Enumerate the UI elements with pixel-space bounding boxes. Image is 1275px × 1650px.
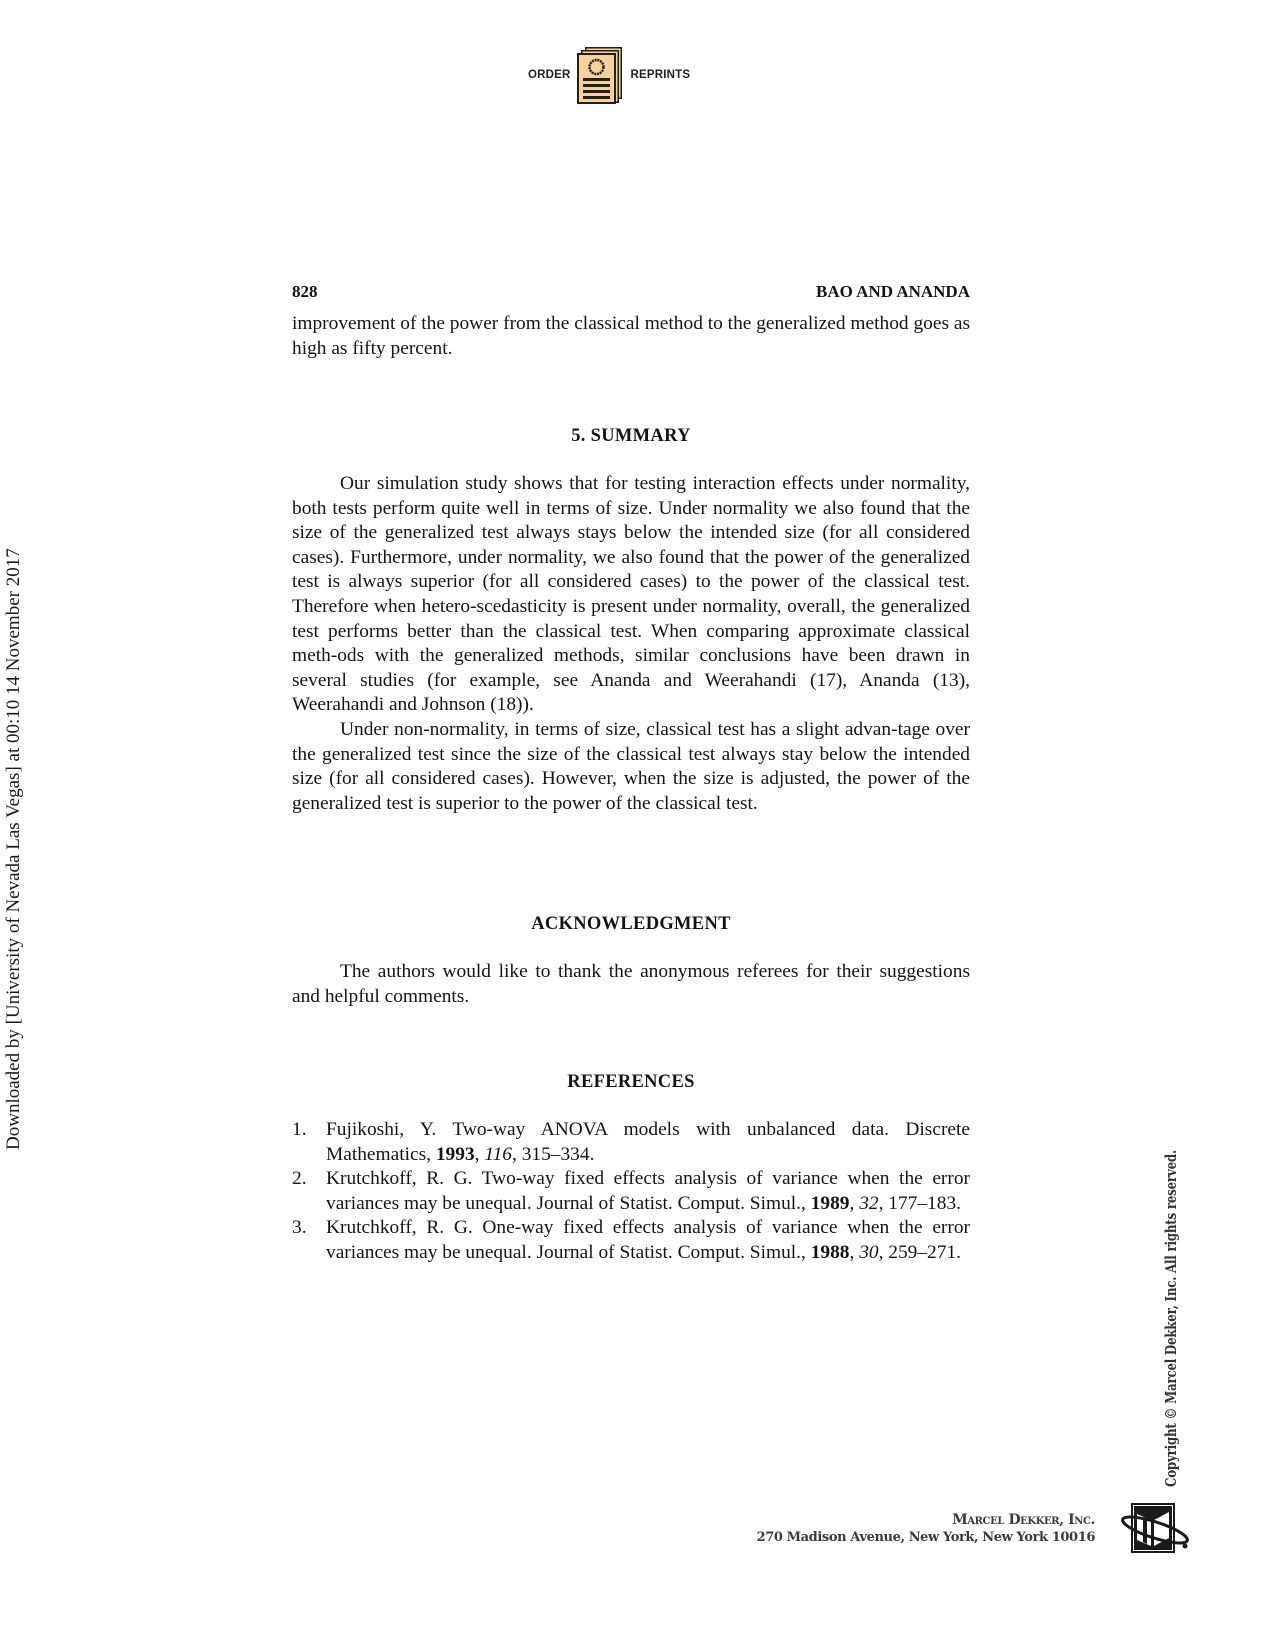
reference-text: Fujikoshi, Y. Two-way ANOVA models with unbalanced data. Discrete Mathematics, [326, 1119, 970, 1165]
acknowledgment-text: The authors would like to thank the anonymous referees for their suggestions and helpful comments. [292, 961, 970, 1007]
references-section [292, 1118, 970, 1266]
reference-volume: 116 [484, 1143, 512, 1165]
order-label: ORDER [528, 69, 571, 81]
reference-year: 1988 [810, 1241, 850, 1263]
references-heading: REFERENCES [567, 1072, 695, 1092]
download-notice: Downloaded by [University of Nevada Las Vegas] at 00:10 14 November 2017 [3, 548, 24, 1150]
running-head-authors: BAO AND ANANDA [816, 282, 970, 301]
acknowledgment-section [292, 960, 970, 1009]
order-reprints-button[interactable] [528, 44, 698, 106]
reference-item: 3. Krutchkoff, R. G. One-way fixed effects analysis of variance when the error variances may be unequal. Journal of Statist. Comput. Simul., 1988, 30, 259–271. [292, 1217, 970, 1263]
reference-text: Krutchkoff, R. G. One-way fixed effects analysis of variance when the error variances may be unequal. Journal of Statist. Comput. Simul., [326, 1217, 970, 1263]
reference-year: 1989 [810, 1192, 850, 1214]
summary-paragraph-1: Our simulation study shows that for testing interaction effects under normality, both tests perform quite well in terms of size. Under normality we also found that the size of the generalized test always stays below the intended size (for all considered cases). Furthermore, under normality, we also found that the power of the generalized test is always superior (for all considered cases) to the power of the classical test. Therefore when hetero-scedasticity is present under normality, overall, the generalized test performs better than the classical test. When comparing approximate classical meth-ods with the generalized methods, similar conclusions have been drawn in several studies (for example, see Ananda and Weerahandi (17), Ananda (13), Weerahandi and Johnson (18)). [292, 473, 970, 716]
reprints-label: REPRINTS [630, 69, 691, 81]
reference-item: 2. Krutchkoff, R. G. Two-way fixed effects analysis of variance when the error variances may be unequal. Journal of Statist. Comput. Simul., 1989, 32, 177–183. [292, 1168, 970, 1214]
reference-item: 1. Fujikoshi, Y. Two-way ANOVA models with unbalanced data. Discrete Mathematics, 1993, 116, 315–334. [292, 1119, 970, 1165]
reference-number: 3. [292, 1217, 307, 1239]
publisher-name: Marcel Dekker, Inc. [952, 1512, 1095, 1528]
reference-year: 1993 [435, 1143, 475, 1165]
summary-section [292, 472, 970, 816]
acknowledgment-heading: ACKNOWLEDGMENT [531, 914, 731, 934]
page-number: 828 [292, 282, 318, 301]
paragraph-text: improvement of the power from the classical method to the generalized method goes as high as fifty percent. [292, 313, 970, 359]
summary-paragraph-2: Under non-normality, in terms of size, classical test has a slight advan-tage over the generalized test since the size of the classical test always stay below the intended size (for all considered cases). However, when the size is adjusted, the power of the generalized test is superior to the power of the classical test. [292, 718, 970, 814]
open-book-logo-icon [1119, 1500, 1191, 1558]
document-stack-icon [577, 45, 625, 105]
summary-heading: 5. SUMMARY [571, 426, 691, 446]
copyright-notice: Copyright © Marcel Dekker, Inc. All rights reserved. [1163, 1150, 1180, 1487]
reference-number: 1. [292, 1119, 307, 1140]
reference-volume: 32 [859, 1192, 879, 1214]
reference-text: Krutchkoff, R. G. Two-way fixed effects analysis of variance when the error variances may be unequal. Journal of Statist. Comput. Simul., [326, 1168, 970, 1214]
reference-volume: 30 [859, 1241, 879, 1263]
publisher-address: 270 Madison Avenue, New York, New York 10016 [756, 1530, 1095, 1545]
reference-list [292, 1118, 970, 1266]
reference-pages: , 315–334. [512, 1143, 595, 1165]
reference-pages: , 259–271. [878, 1241, 961, 1263]
running-head [292, 282, 970, 302]
reference-pages: , 177–183. [878, 1192, 961, 1214]
reference-number: 2. [292, 1168, 307, 1190]
publisher-block [757, 1512, 1095, 1546]
continuation-paragraph [292, 312, 970, 361]
